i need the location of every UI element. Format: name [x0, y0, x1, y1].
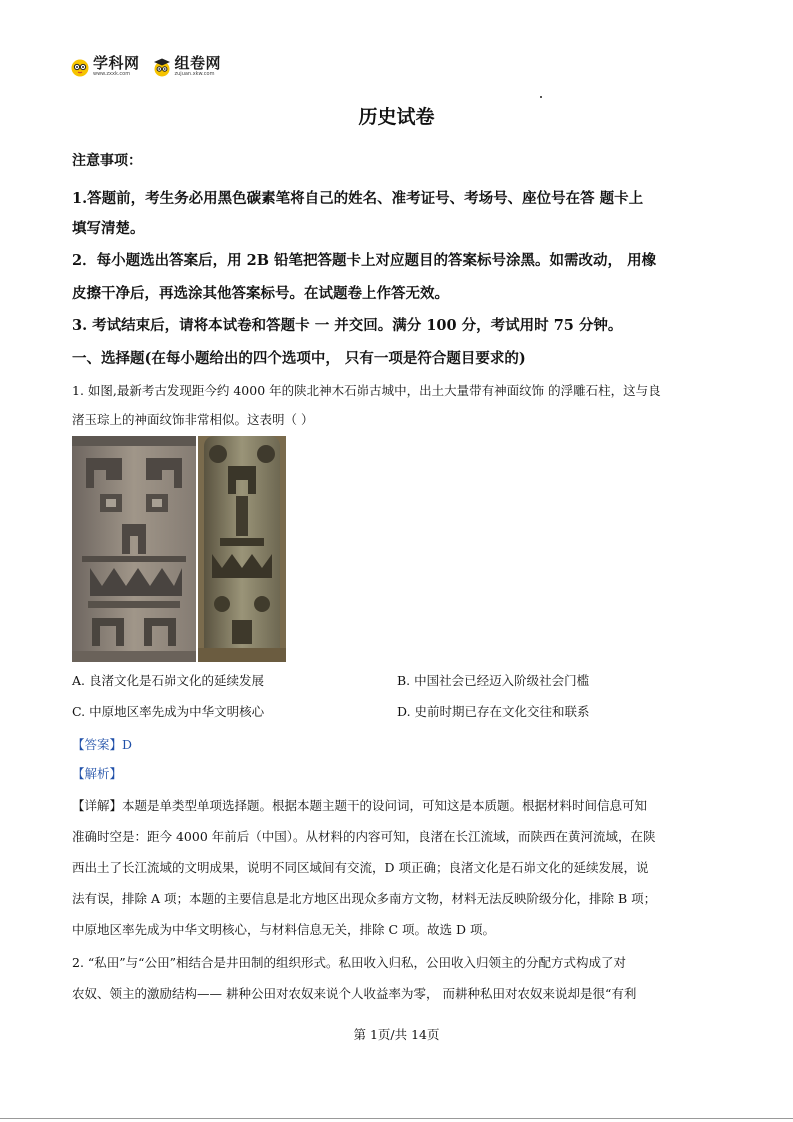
page-divider: [0, 1118, 793, 1119]
option-c: C. 中原地区率先成为中华文明核心: [72, 704, 265, 719]
notice-heading: 注意事项：: [72, 153, 142, 169]
graduate-mascot-icon: [152, 57, 172, 77]
question-stem: 农奴、领主的激励结构—— 耕种公田对农奴来说个人收益率为零， 而耕种私田对农奴来说却是很“有利: [72, 986, 637, 1001]
option-b: B. 中国社会已经迈入阶级社会门槛: [397, 673, 590, 688]
question-stem: 2. “私田”与“公田”相结合是井田制的组织形式。私田收入归私，公田收入归领主的分配方式构成了对: [72, 955, 626, 970]
notice-line: 1.答题前，考生务必用黑色碳素笔将自己的姓名、准考证号、考场号、座位号在答 题卡上: [72, 190, 644, 207]
notice-line: 填写清楚。: [72, 220, 145, 237]
explanation-line: 【详解】本题是单类型单项选择题。根据本题主题干的设问词，可知这是本质题。根据材料时间信息可知: [72, 798, 648, 813]
zxxk-logo: [70, 56, 140, 77]
notice-line: 3. 考试结束后，请将本试卷和答题卡 一 并交回。满分 100 分，考试用时 75 分钟。: [72, 317, 623, 334]
explanation-line: 西出土了长江流域的文明成果，说明不同区域间有交流，D 项正确；良渚文化是石峁文化的延续发展，说: [72, 860, 649, 875]
question-stem: 1. 如图,最新考古发现距今约 4000 年的陕北神木石峁古城中，出土大量带有神面纹饰 的浮雕石柱，这与良: [72, 383, 661, 398]
explanation-line: 中原地区率先成为中华文明核心，与材料信息无关，排除 C 项。故选 D 项。: [72, 922, 495, 937]
header-logos: [70, 56, 221, 77]
jade-cong-photo: [198, 436, 286, 662]
logo-name: 学科网: [93, 54, 140, 72]
analysis-label: 【解析】: [72, 766, 123, 781]
mascot-icon: [70, 57, 90, 77]
option-d: D. 史前时期已存在文化交往和联系: [397, 704, 590, 719]
logo-url: www.zxxk.com: [93, 71, 131, 77]
page-title: 历史试卷: [358, 106, 435, 128]
logo-name: 组卷网: [174, 54, 222, 72]
question-stem: 渚玉琮上的神面纹饰非常相似。这表明（ ）: [72, 412, 314, 427]
notice-line: 皮擦干净后，再选涂其他答案标号。在试题卷上作答无效。: [72, 285, 449, 302]
section-heading: 一、选择题(在每小题给出的四个选项中， 只有一项是符合题目要求的): [72, 350, 526, 367]
stone-pillar-photo: [72, 436, 196, 662]
logo-url: zujuan.xkw.com: [174, 71, 215, 77]
answer-label: 【答案】D: [72, 737, 133, 752]
notice-line: 2．每小题选出答案后，用 2B 铅笔把答题卡上对应题目的答案标号涂黑。如需改动， 用橡: [72, 252, 657, 269]
stray-dot: [540, 96, 542, 98]
explanation-line: 准确时空是：距今 4000 年前后（中国）。从材料的内容可知，良渚在长江流域，而陕西在黄河流域，在陕: [72, 829, 656, 844]
option-a: A. 良渚文化是石峁文化的延续发展: [72, 673, 264, 688]
zujuan-logo: [152, 56, 222, 77]
page-number: 第 1页/共 14页: [353, 1027, 440, 1042]
explanation-line: 法有误，排除 A 项；本题的主要信息是北方地区出现众多南方文物，材料无法反映阶级分化，排除 B 项；: [72, 891, 657, 906]
